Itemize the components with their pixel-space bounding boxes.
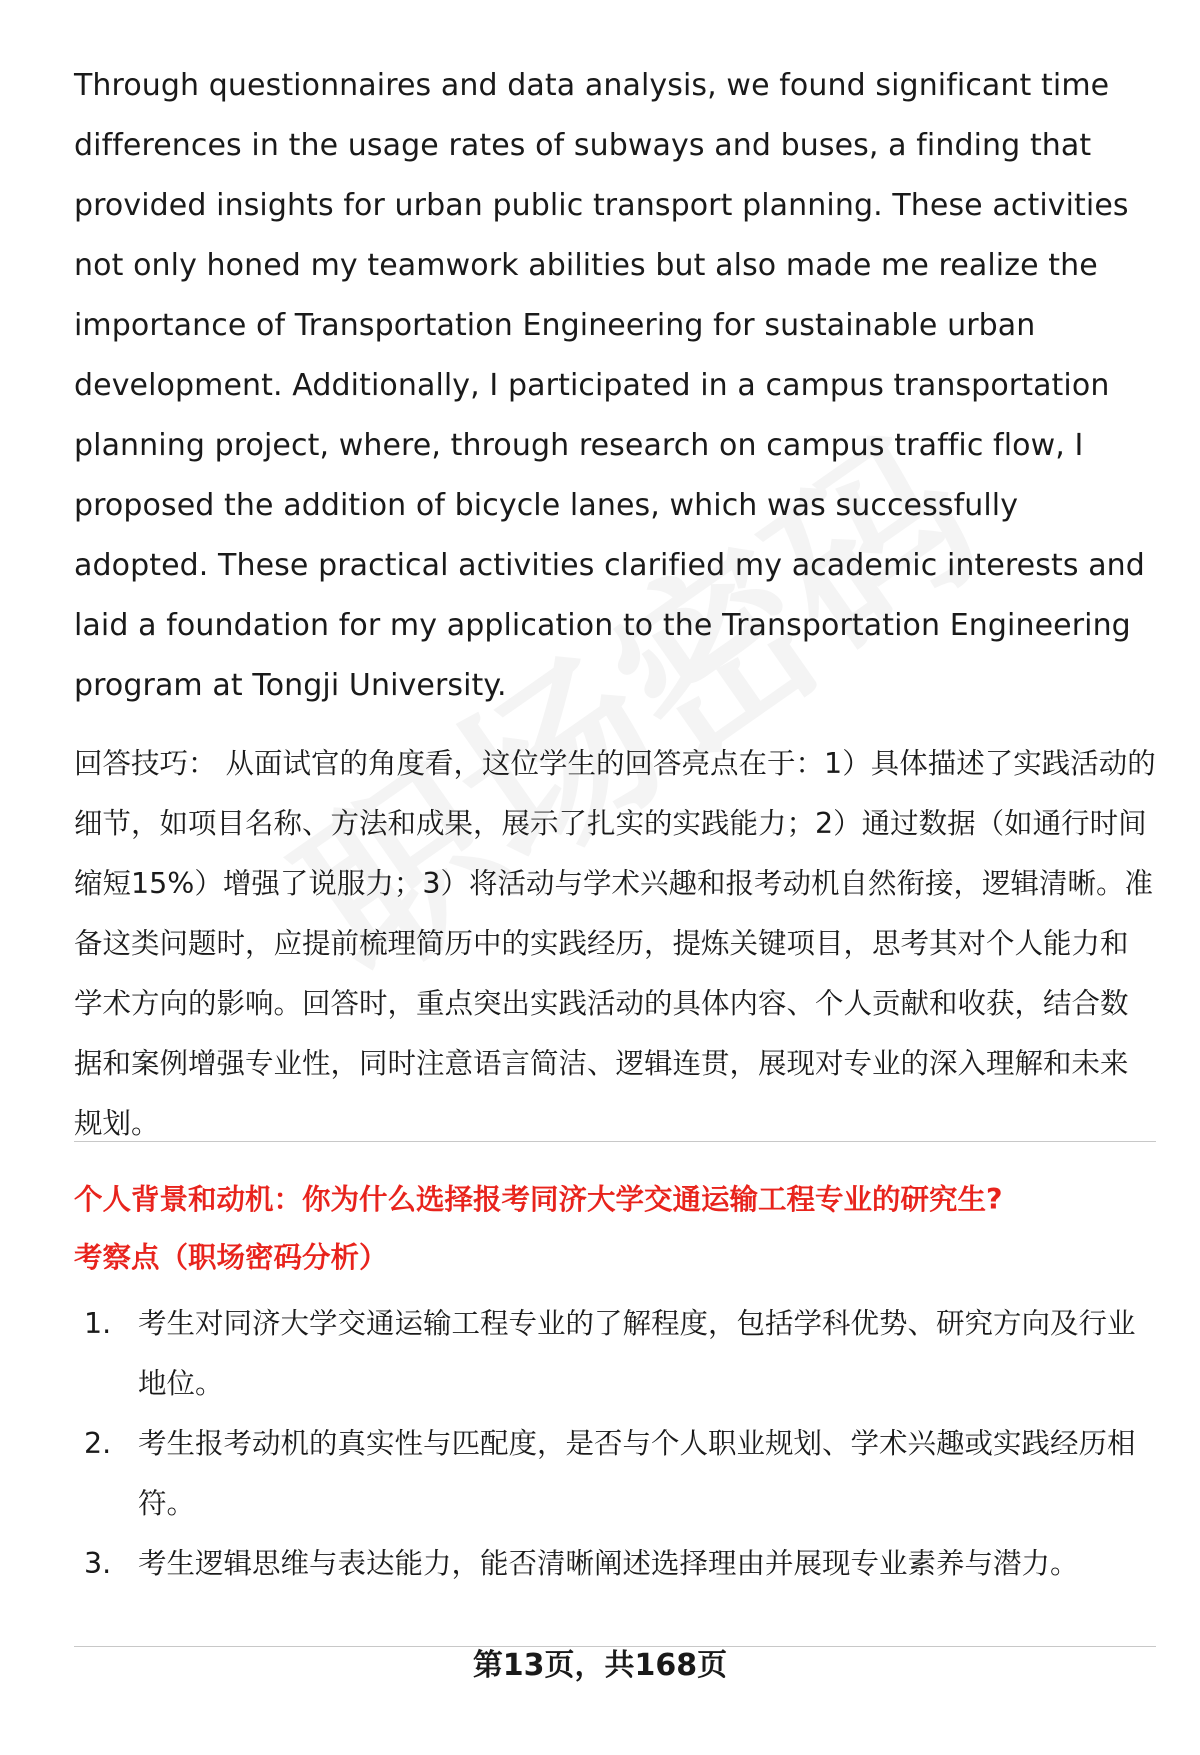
assessment-points-list	[74, 1294, 1156, 1594]
english-paragraph: Through questionnaires and data analysis, we found significant time differences in the usage rates of subways and buses, a finding that provided insights for urban public transport planning. These activities not only honed my teamwork abilities but also made me realize the importance of Transportation Engineering for sustainable urban development. Additionally, I participated in a campus transportation planning project, where, through research on campus traffic flow, I proposed the addition of bicycle lanes, which was successfully adopted. These practical activities clarified my academic interests and laid a foundation for my application to the Transportation Engineering program at Tongji University.	[74, 68, 1145, 703]
list-item	[74, 1294, 1156, 1414]
answer-tips-paragraph: 回答技巧： 从面试官的角度看，这位学生的回答亮点在于：1）具体描述了实践活动的细节，如项目名称、方法和成果，展示了扎实的实践能力；2）通过数据（如通行时间缩短15%）增强了说服力；3）将活动与学术兴趣和报考动机自然衔接，逻辑清晰。准备这类问题时，应提前梳理简历中的实践经历，提炼关键项目，思考其对个人能力和学术方向的影响。回答时，重点突出实践活动的具体内容、个人贡献和收获，结合数据和案例增强专业性，同时注意语言简洁、逻辑连贯，展现对专业的深入理解和未来规划。	[74, 747, 1156, 1140]
question-title: 个人背景和动机：你为什么选择报考同济大学交通运输工程专业的研究生?	[74, 1183, 1003, 1216]
section-divider-top	[74, 1141, 1156, 1142]
assessment-points-heading: 考察点（职场密码分析）	[74, 1241, 388, 1274]
list-item-text: 考生对同济大学交通运输工程专业的了解程度，包括学科优势、研究方向及行业地位。	[138, 1307, 1136, 1400]
list-item-number: 2.	[84, 1427, 112, 1460]
page-number: 第13页，共168页	[472, 1648, 728, 1683]
list-item-text: 考生报考动机的真实性与匹配度，是否与个人职业规划、学术兴趣或实践经历相符。	[138, 1427, 1136, 1520]
list-item-text: 考生逻辑思维与表达能力，能否清晰阐述选择理由并展现专业素养与潜力。	[138, 1547, 1079, 1580]
list-item-number: 3.	[84, 1547, 112, 1580]
list-item	[74, 1534, 1156, 1594]
list-item	[74, 1414, 1156, 1534]
document-page	[74, 56, 1156, 1580]
list-item-number: 1.	[84, 1307, 112, 1340]
